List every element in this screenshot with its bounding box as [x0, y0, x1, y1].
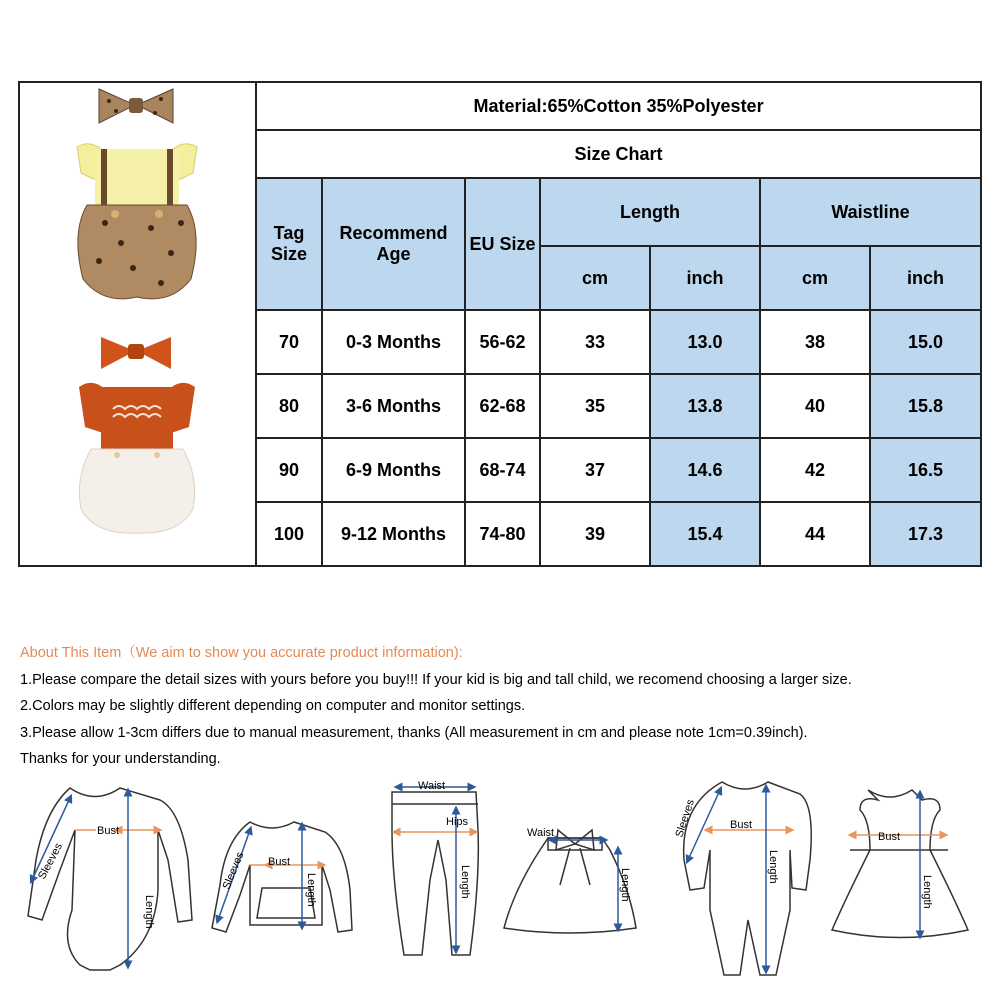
age-cell: 3-6 Months	[322, 374, 465, 438]
tag-size-cell: 80	[256, 374, 322, 438]
age-cell: 0-3 Months	[322, 310, 465, 374]
size-chart-table	[18, 81, 982, 567]
eu-size-cell: 56-62	[465, 310, 540, 374]
bust-label-1: Bust	[97, 825, 120, 837]
length-inch-cell: 14.6	[650, 438, 760, 502]
waist-cm-cell: 44	[760, 502, 870, 566]
leopard-headband-icon	[99, 89, 173, 123]
recommend-age-header: Recommend Age	[322, 178, 465, 310]
material-header: Material:65%Cotton 35%Polyester	[256, 82, 981, 130]
length-label-3: Length	[459, 865, 471, 899]
waist-inch-cell: 16.5	[870, 438, 981, 502]
dress-diagram-icon	[832, 790, 968, 938]
tag-size-cell: 100	[256, 502, 322, 566]
sleeves-label-1: Sleeves	[36, 841, 66, 882]
about-item-heading: About This Item（We aim to show you accurate product information):	[20, 645, 463, 661]
length-cm-cell: 39	[540, 502, 650, 566]
measurement-diagrams	[0, 770, 1000, 990]
bust-label-2: Bust	[268, 856, 291, 868]
sleeves-label-5: Sleeves	[673, 797, 697, 839]
bodysuit-diagram-icon	[28, 788, 192, 970]
waist-inch-header: inch	[870, 246, 981, 310]
length-label-1: Length	[143, 895, 155, 929]
note-line-4: Thanks for your understanding.	[20, 751, 221, 767]
length-header: Length	[540, 178, 760, 246]
bust-label-6: Bust	[878, 831, 901, 843]
age-cell: 9-12 Months	[322, 502, 465, 566]
length-inch-cell: 13.0	[650, 310, 760, 374]
waist-label-3: Waist	[418, 780, 446, 792]
romper-diagram-icon	[684, 782, 812, 975]
waist-cm-cell: 40	[760, 374, 870, 438]
about-item-notes	[20, 640, 985, 773]
length-cm-cell: 33	[540, 310, 650, 374]
skirt-diagram-icon	[504, 830, 636, 933]
orange-romper-icon	[79, 383, 195, 533]
tag-size-cell: 90	[256, 438, 322, 502]
tag-size-header: Tag Size	[256, 178, 322, 310]
waist-inch-cell: 15.8	[870, 374, 981, 438]
length-inch-header: inch	[650, 246, 760, 310]
length-inch-cell: 15.4	[650, 502, 760, 566]
waist-inch-cell: 15.0	[870, 310, 981, 374]
note-line-2: 2.Colors may be slightly different depending on computer and monitor settings.	[20, 698, 526, 714]
product-photos-illustration	[21, 83, 254, 560]
length-label-4: Length	[619, 868, 631, 902]
length-cm-header: cm	[540, 246, 650, 310]
eu-size-cell: 74-80	[465, 502, 540, 566]
waist-inch-cell: 17.3	[870, 502, 981, 566]
eu-size-cell: 62-68	[465, 374, 540, 438]
note-line-3: 3.Please allow 1-3cm differs due to manual measurement, thanks (All measurement in cm and please note 1cm=0.39inch).	[20, 724, 808, 741]
product-images	[19, 82, 256, 566]
length-cm-cell: 35	[540, 374, 650, 438]
size-chart-title: Size Chart	[256, 130, 981, 178]
sleeves-label-2: Sleeves	[220, 850, 247, 892]
orange-headband-icon	[101, 337, 171, 369]
tag-size-cell: 70	[256, 310, 322, 374]
waist-cm-header: cm	[760, 246, 870, 310]
waist-cm-cell: 38	[760, 310, 870, 374]
note-line-1: 1.Please compare the detail sizes with yours before you buy!!! If your kid is big and tall child, we recomend choosing a larger size.	[20, 671, 852, 688]
length-label-2: Length	[305, 873, 317, 907]
waistline-header: Waistline	[760, 178, 981, 246]
length-cm-cell: 37	[540, 438, 650, 502]
length-label-5: Length	[767, 850, 779, 884]
waist-label-4: Waist	[527, 827, 555, 839]
waist-cm-cell: 42	[760, 438, 870, 502]
bust-label-5: Bust	[730, 819, 753, 831]
hips-label-3: Hips	[446, 816, 469, 828]
eu-size-cell: 68-74	[465, 438, 540, 502]
age-cell: 6-9 Months	[322, 438, 465, 502]
eu-size-header: EU Size	[465, 178, 540, 310]
length-label-6: Length	[921, 875, 933, 909]
length-inch-cell: 13.8	[650, 374, 760, 438]
leopard-romper-icon	[77, 144, 197, 299]
